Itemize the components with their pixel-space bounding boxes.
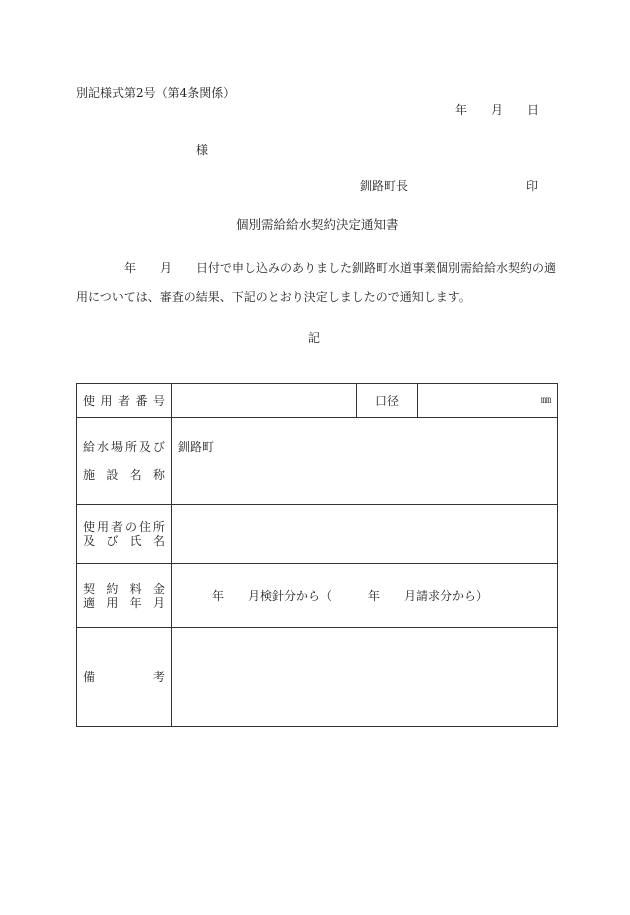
supply-place-value-cell — [172, 418, 558, 505]
label-char: 場 — [110, 440, 123, 454]
diameter-label: 口径 — [374, 393, 399, 408]
label-char: 所 — [152, 520, 165, 534]
label-char: 住 — [138, 520, 151, 534]
label-char: 用 — [106, 595, 119, 610]
label-char: び — [106, 534, 119, 548]
label-char: 金 — [152, 581, 165, 596]
label-char: 及 — [138, 440, 151, 454]
row-contract — [77, 564, 558, 628]
label-char: 及 — [83, 534, 96, 548]
label-char: 約 — [106, 581, 119, 596]
seal-mark: 印 — [526, 179, 539, 193]
diameter-value — [418, 384, 558, 418]
label-char: 年 — [129, 595, 142, 610]
addressee-suffix: 様 — [196, 143, 209, 157]
label-char: 者 — [110, 520, 123, 534]
row-user-address — [77, 505, 558, 564]
remarks-value — [172, 628, 558, 727]
contract-table — [76, 383, 558, 727]
label-char: 所 — [124, 440, 137, 454]
label-char: 設 — [106, 468, 119, 482]
label-char: 考 — [152, 670, 165, 684]
label-char: 氏 — [129, 534, 142, 548]
label-char: 名 — [152, 534, 165, 548]
label-char: 月 — [152, 595, 165, 610]
row-remarks — [77, 628, 558, 727]
supply-place-value: 釧路町 — [178, 440, 215, 454]
label-char: 給 — [83, 440, 96, 454]
label-char: び — [152, 440, 165, 454]
row-user-number — [77, 384, 558, 418]
date-line: 年 月 日 — [455, 103, 540, 117]
supply-place-label-2 — [83, 468, 171, 482]
label-char: 名 — [129, 468, 142, 482]
supply-place-label-1 — [83, 440, 171, 454]
label-char: 適 — [83, 595, 96, 610]
label-char: 称 — [152, 468, 165, 482]
user-number-value — [172, 384, 357, 418]
label-char: 番 — [135, 393, 148, 408]
user-number-label-cell — [77, 384, 172, 418]
label-char: の — [124, 520, 137, 534]
body-line-2: 用については、審査の結果、下記のとおり決定しましたので通知します。 — [76, 290, 471, 304]
contract-label-2 — [83, 596, 171, 610]
ki-heading: 記 — [308, 331, 321, 345]
label-char: 使 — [83, 393, 96, 408]
label-char: 用 — [96, 520, 109, 534]
diameter-label-cell — [357, 384, 418, 418]
user-number-label — [83, 394, 171, 408]
label-char: 用 — [100, 393, 113, 408]
label-char: 備 — [83, 670, 96, 684]
diameter-unit: ㎜ — [541, 394, 551, 406]
contract-label-cell — [77, 564, 172, 628]
label-char: 施 — [83, 468, 96, 482]
label-char: 使 — [83, 520, 96, 534]
contract-label-1 — [83, 582, 171, 596]
body-line-1: 年 月 日付で申し込みのありました釧路町水道事業個別需給給水契約の適 — [124, 261, 557, 275]
label-char: 契 — [83, 581, 96, 596]
user-address-value — [172, 505, 558, 564]
contract-value-cell — [172, 564, 558, 628]
remarks-label — [83, 670, 171, 684]
contract-value: 年 月検針分から（ 年 月請求分から） — [212, 588, 489, 603]
label-char: 者 — [117, 393, 130, 408]
user-address-label-1 — [83, 520, 171, 534]
user-address-label-2 — [83, 534, 171, 548]
supply-place-label-cell — [77, 418, 172, 505]
label-char: 水 — [96, 440, 109, 454]
user-address-label-cell — [77, 505, 172, 564]
form-number: 別記様式第2号（第4条関係） — [76, 86, 236, 100]
remarks-label-cell — [77, 628, 172, 727]
label-char: 料 — [129, 581, 142, 596]
row-supply-place — [77, 418, 558, 505]
document-title: 個別需給給水契約決定通知書 — [236, 217, 399, 232]
label-char: 号 — [152, 393, 165, 408]
issuer-name: 釧路町長 — [360, 179, 409, 193]
